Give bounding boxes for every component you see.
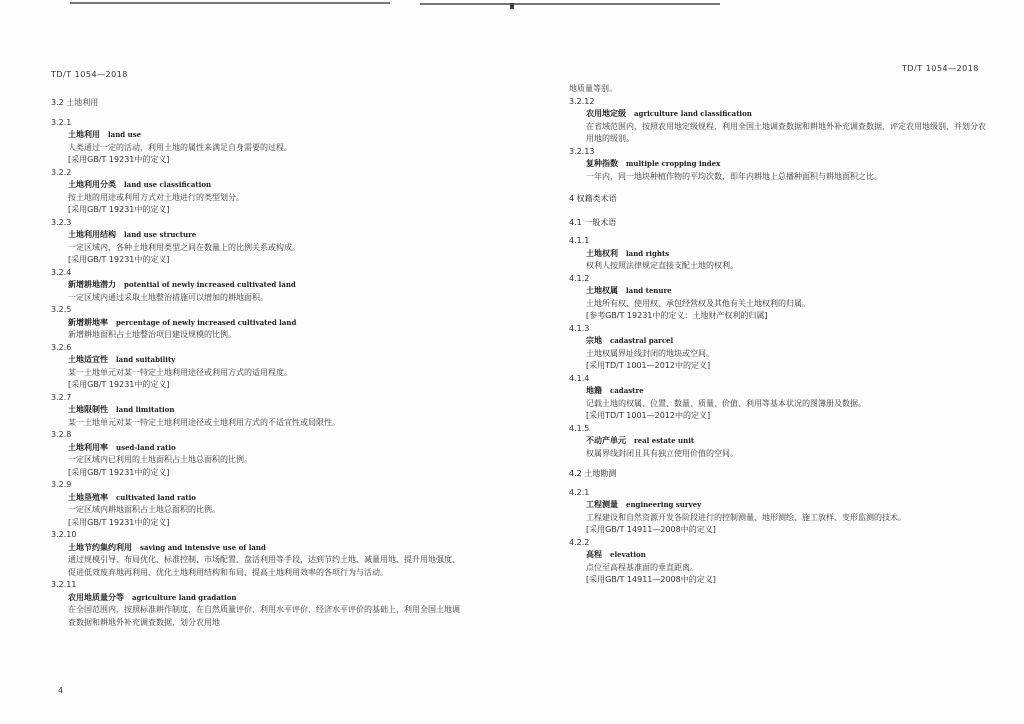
term-title: [51, 279, 461, 292]
section-4-heading: 4 权籍类术语: [569, 194, 617, 203]
term-chinese: 农用地定级: [586, 109, 626, 118]
term-source: [采用GB/T 19231中的定义]: [68, 155, 170, 164]
term-entry: [569, 96, 989, 146]
term-definition: 权属界线封闭且具有独立使用价值的空间。: [586, 448, 738, 458]
term-title: [51, 442, 461, 455]
term-entry: [569, 423, 989, 461]
term-english: land rights: [626, 248, 670, 258]
term-chinese: 土地节约集约利用: [68, 542, 132, 552]
term-title: [569, 435, 989, 448]
term-english: engineering survey: [626, 500, 702, 509]
term-definition: 一定区域内，各种土地利用类型之间在数量上的比例关系或构成。: [68, 242, 300, 252]
term-definition: 人类通过一定的活动，利用土地的属性来满足自身需要的过程。: [68, 142, 292, 152]
term-definition: 在全国范围内，按照标准耕作制度，在自然质量评价、利用水平评价、经济水平评价的基础上，利用全国土地调查数据和耕地外补充调查数据，划分农用地: [68, 605, 460, 627]
term-english: agriculture land classification: [634, 109, 752, 118]
term-chinese: 土地权属: [586, 286, 618, 295]
right-column: [569, 83, 989, 587]
term-number: 4.2.1: [569, 487, 590, 497]
term-title: [51, 492, 461, 505]
term-definition: 土地所有权、使用权、承包经营权及其他有关土地权利的归属。: [586, 298, 810, 308]
term-english: agriculture land gradation: [132, 592, 237, 602]
term-english: land use structure: [124, 230, 197, 239]
term-definition: 在省域范围内，按照农用地定级规程，利用全国土地调查数据和耕地外补充调查数据，评定农用地级别，并划分农用地的级别。: [586, 121, 986, 143]
term-entry: [569, 273, 989, 323]
left-header: TD/T 1054—2018: [51, 70, 128, 79]
term-source: [采用TD/T 1001—2012中的定义]: [586, 411, 711, 420]
term-english: multiple cropping index: [626, 159, 721, 168]
term-title: [569, 108, 989, 121]
term-english: land suitability: [116, 355, 176, 364]
term-source: [采用GB/T 14911—2008中的定义]: [586, 575, 716, 584]
term-entry: [51, 217, 461, 267]
continued-text: 地质量等别。: [569, 84, 617, 93]
term-entry: [51, 342, 461, 392]
term-title: [51, 592, 461, 605]
term-number: 3.2.4: [51, 267, 72, 277]
term-definition: 记载土地的权属、位置、数量、质量、价值、利用等基本状况的图簿册及数据。: [586, 398, 866, 408]
right-entries-4-1: [569, 235, 989, 460]
term-english: saving and intensive use of land: [140, 542, 266, 552]
term-chinese: 土地利用: [68, 130, 100, 139]
section-4-1-heading: 4.1 一般术语: [569, 217, 617, 227]
term-title: [569, 158, 989, 171]
term-source: [采用GB/T 19231中的定义]: [68, 255, 170, 264]
left-entries: [51, 117, 461, 630]
term-chinese: 土地利用率: [68, 442, 108, 452]
term-chinese: 新增耕地潜力: [68, 280, 116, 289]
term-number: 3.2.6: [51, 342, 72, 352]
term-title: [569, 248, 989, 261]
term-number: 3.2.8: [51, 430, 72, 439]
term-entry: [569, 323, 989, 373]
term-definition: 按土地的用途或利用方式对土地进行的类型划分。: [68, 192, 244, 202]
term-source: [采用GB/T 19231中的定义]: [68, 380, 170, 389]
term-number: 3.2.5: [51, 305, 72, 314]
term-chinese: 不动产单元: [586, 436, 626, 445]
right-entries: [569, 96, 989, 184]
term-english: real estate unit: [634, 436, 695, 445]
term-definition: 新增耕地面积占土地整治项目建设规模的比例。: [68, 330, 236, 339]
term-chinese: 土地利用分类: [68, 180, 116, 189]
term-chinese: 农用地质量分等: [68, 592, 124, 602]
term-english: land use: [108, 130, 142, 139]
term-chinese: 新增耕地率: [68, 317, 108, 327]
term-definition: 一定区域内通过采取土地整治措施可以增加的耕地面积。: [68, 292, 268, 302]
term-title: [51, 404, 461, 417]
term-title: [51, 354, 461, 367]
term-chinese: 工程测量: [586, 500, 618, 509]
term-english: land tenure: [626, 286, 672, 295]
term-title: [569, 549, 989, 562]
term-number: 3.2.13: [569, 146, 595, 156]
term-chinese: 地籍: [586, 386, 602, 395]
term-title: [51, 179, 461, 192]
term-number: 4.1.4: [569, 373, 590, 383]
term-definition: 一定区域内耕地面积占土地总面积的比例。: [68, 505, 220, 514]
term-number: 3.2.3: [51, 217, 72, 227]
term-english: cadastre: [610, 386, 644, 395]
term-number: 4.1.5: [569, 423, 590, 433]
term-title: [569, 385, 989, 398]
term-chinese: 宗地: [586, 336, 602, 345]
right-entries-4-2: [569, 487, 989, 587]
term-source: [采用GB/T 14911—2008中的定义]: [586, 525, 716, 534]
term-definition: 点位至高程基准面的垂直距离。: [586, 562, 698, 572]
term-english: cultivated land ratio: [116, 492, 196, 502]
right-page: [512, 0, 1024, 724]
term-number: 3.2.9: [51, 480, 72, 489]
term-entry: [51, 479, 461, 529]
term-chinese: 土地垦殖率: [68, 492, 108, 502]
term-english: land limitation: [116, 405, 175, 414]
term-entry: [51, 167, 461, 217]
term-source: [采用GB/T 19231中的定义]: [68, 467, 170, 477]
term-english: percentage of newly increased cultivated land: [116, 317, 297, 327]
term-title: [51, 317, 461, 330]
page-number: 4: [58, 686, 64, 695]
term-entry: [569, 373, 989, 423]
term-entry: [51, 117, 461, 167]
term-entry: [569, 487, 989, 537]
term-source: [采用GB/T 19231中的定义]: [68, 205, 170, 214]
term-definition: 某一土地单元对某一特定土地利用途径或土地利用方式的不适宜性或局限性。: [68, 417, 340, 427]
term-title: [569, 285, 989, 298]
term-definition: 土地权属界址线封闭的地块或空间。: [586, 348, 714, 358]
term-title: [569, 335, 989, 348]
term-chinese: 复种指数: [586, 159, 618, 168]
term-chinese: 土地限制性: [68, 405, 108, 414]
term-entry: [51, 529, 461, 579]
term-definition: 一年内，同一地块种植作物的平均次数，即年内耕地上总播种面积与耕地面积之比。: [586, 171, 882, 181]
term-definition: 工程建设和自然资源开发各阶段进行的控制测量、地形测绘、施工放样、变形监测的技术。: [586, 512, 906, 522]
term-entry: [569, 537, 989, 587]
term-source: [参考GB/T 19231中的定义：土地财产权利的归属]: [586, 311, 768, 320]
term-title: [569, 499, 989, 512]
right-header: TD/T 1054—2018: [902, 64, 979, 73]
term-number: 4.2.2: [569, 537, 590, 547]
term-number: 3.2.10: [51, 530, 77, 539]
term-english: potential of newly increased cultivated land: [124, 280, 296, 289]
term-entry: [51, 429, 461, 479]
term-title: [51, 542, 461, 555]
term-number: 3.2.12: [569, 96, 595, 106]
term-english: cadastral parcel: [610, 336, 674, 345]
term-number: 3.2.7: [51, 392, 72, 402]
term-entry: [51, 392, 461, 430]
term-entry: [569, 146, 989, 184]
term-number: 3.2.11: [51, 580, 77, 589]
term-chinese: 高程: [586, 550, 602, 559]
term-definition: 权利人按照法律规定直接支配土地的权利。: [586, 261, 738, 270]
term-source: [采用TD/T 1001—2012中的定义]: [586, 361, 711, 370]
term-entry: [51, 267, 461, 305]
term-entry: [51, 579, 461, 629]
left-column: [51, 97, 461, 629]
term-chinese: 土地权利: [586, 248, 618, 258]
term-title: [51, 129, 461, 142]
term-definition: 某一土地单元对某一特定土地利用途径或利用方式的适用程度。: [68, 367, 292, 377]
term-english: used-land ratio: [116, 442, 176, 452]
section-4-2-heading: 4.2 土地勘测: [569, 469, 617, 478]
term-entry: [51, 304, 461, 342]
term-definition: 一定区域内已利用的土地面积占土地总面积的比例。: [68, 455, 252, 464]
term-number: 4.1.2: [569, 273, 590, 283]
term-number: 3.2.2: [51, 167, 72, 177]
term-chinese: 土地适宜性: [68, 355, 108, 364]
term-english: elevation: [610, 550, 646, 559]
term-english: land use classification: [124, 180, 212, 189]
term-title: [51, 229, 461, 242]
term-source: [采用GB/T 19231中的定义]: [68, 517, 170, 527]
term-definition: 通过规模引导、布局优化、标准控制、市场配置、盘活利用等手段，达到节约土地、减量用地、提升用地强度、促进低效废弃地再利用、优化土地利用结构和布局、提高土地利用效率的各项行为与活动。: [68, 555, 460, 577]
term-number: 3.2.1: [51, 117, 72, 127]
term-entry: [569, 235, 989, 273]
section-heading: 3.2 土地利用: [51, 98, 99, 107]
term-chinese: 土地利用结构: [68, 230, 116, 239]
term-number: 4.1.3: [569, 323, 590, 333]
term-number: 4.1.1: [569, 236, 590, 245]
